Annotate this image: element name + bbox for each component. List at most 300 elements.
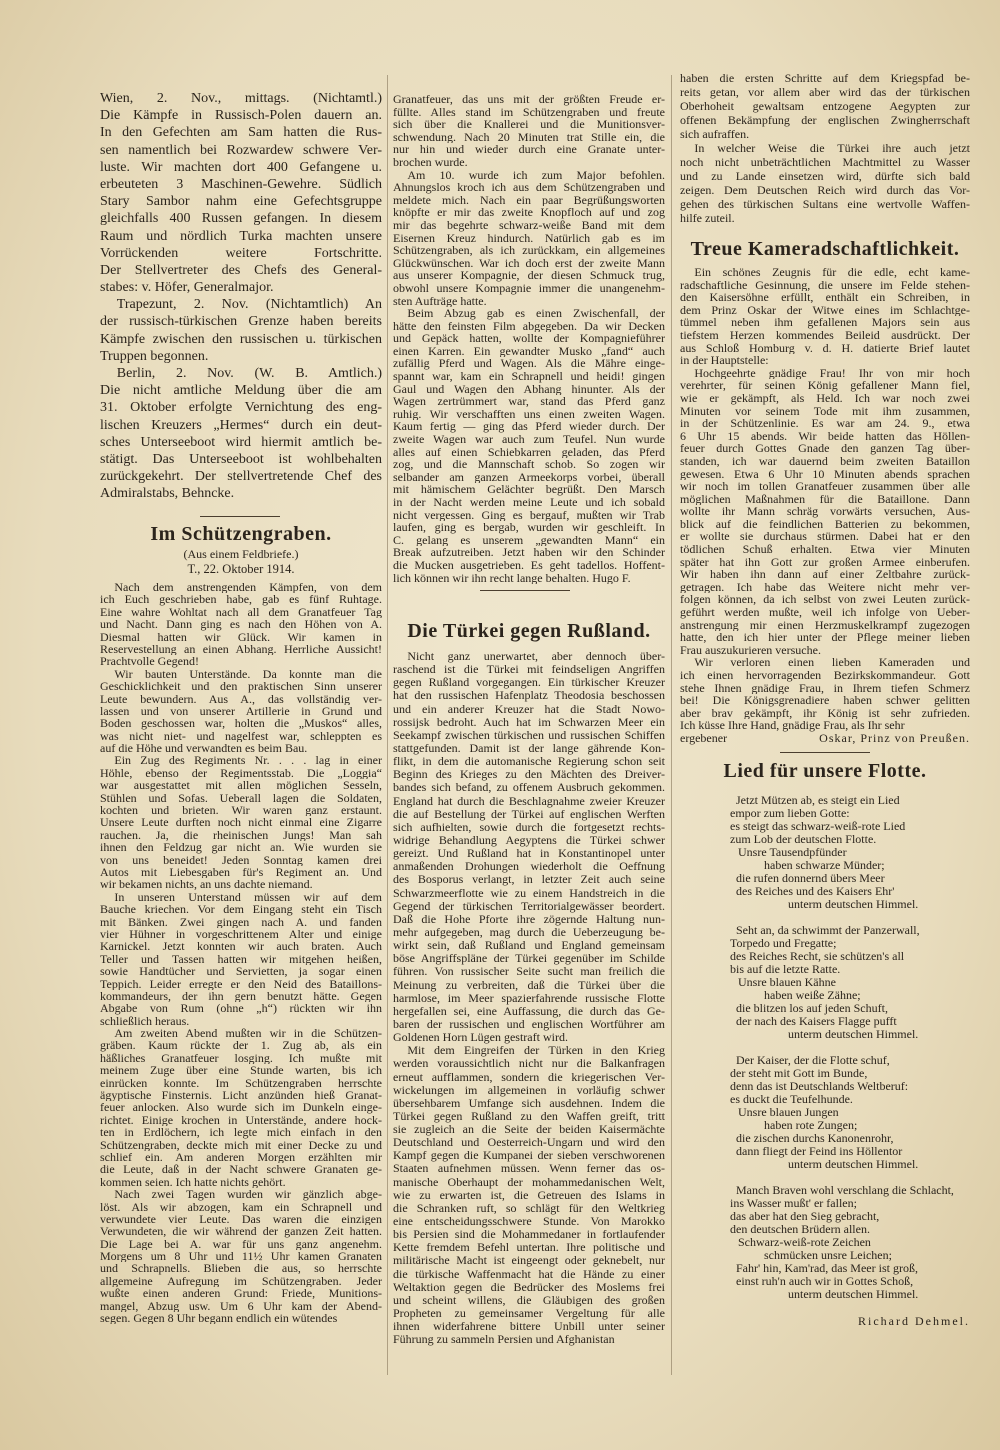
text-line: Staaten aufnehmen müssen. Wenn ferner das os- — [393, 1162, 665, 1176]
text-line: Unsere Leute durften noch nicht einmal eine Zigarre — [100, 816, 382, 829]
text-line: In welcher Weise die Türkei ihre auch jetzt — [694, 141, 970, 155]
text-line: sten Aufträge hatte. — [393, 294, 487, 308]
text-line: ten in Erdlöchern, ich legte mich einfach in den — [100, 1126, 382, 1139]
text-line: die Schranken ruft, so schlägt für den Weltkrieg — [393, 1201, 665, 1215]
text-line: Die Lage bei A. war für uns ganz angenehm. — [100, 1237, 382, 1251]
text-line: harmlose, im Meer spazierfahrende russische Flotte — [393, 991, 665, 1005]
text-line: wollte ihr Mann schräg vorwärts versuchen, Aus- — [680, 505, 970, 518]
text-line: ihnen den Feldzug gar nicht an. Wie wurden sie — [100, 841, 382, 854]
text-line: Hochgeehrte gnädige Frau! Ihr von mir hoch — [694, 366, 970, 380]
poem-line: der steht mit Gott im Bunde, — [730, 1066, 868, 1080]
poem-line: dann fliegt der Feind ins Höllentor — [736, 1144, 903, 1158]
poem-line: es duckt die Teufelhunde. — [730, 1092, 853, 1106]
text-line: Wir haben ihn dann auf einer Zeltbahre zurück- — [680, 568, 970, 581]
text-line: folgen können, da ich selbst von zwei Leuten zurück- — [680, 593, 970, 607]
text-line: Stary Sambor nahm eine Gefechtsgruppe — [100, 194, 382, 210]
poem-stanza — [730, 794, 970, 911]
text-line: feuer durch Gottes Gnade den ganzen Tag über- — [680, 442, 970, 455]
text-line: Mit dem Eingreifen der Türken in den Krieg — [407, 1044, 665, 1058]
article-title: Treue Kameradschaftlichkeit. — [690, 238, 960, 260]
poem-line: das aber hat den Sieg gebracht, — [730, 1209, 880, 1223]
text-line: wirkt sein, daß Rußland und England gemeinsam — [393, 939, 665, 953]
text-line: aus Schloß Homburg v. d. H. datierte Brief lautet — [680, 341, 970, 355]
text-line: Goldenen Horn Lügen gestraft wird. — [393, 1031, 568, 1045]
text-line: wie zu erwarten ist, die Getreuen des Islams in — [393, 1188, 665, 1202]
paragraph — [680, 141, 970, 225]
text-line: Gaul und Wagen den Abhang hinunter. Als der — [393, 382, 665, 396]
text-line: Reservestellung an einen Abhang. Herrliche Aussicht! — [100, 642, 382, 656]
text-line: Kaum fertig — ging das Pferd wieder durch. Der — [393, 420, 665, 434]
text-line: raschend ist die Türkei mit feindseligen Angriffen — [393, 663, 665, 677]
paragraph — [100, 891, 382, 1027]
text-line: 31. Oktober erfolgte Vernichtung des eng- — [100, 400, 382, 416]
text-line: bandes sich befand, zu offenem Ausbruch gekommen. — [393, 781, 665, 795]
text-line: Trapezunt, 2. Nov. (Nichtamtlich) An — [116, 297, 382, 313]
poem-line: Manch Braven wohl verschlang die Schlacht, — [736, 1183, 954, 1197]
text-line: Wir verloren einen lieben Kameraden und — [694, 656, 970, 669]
text-line: und Nacht. Dann ging es nach den Höhen von A. — [100, 618, 382, 631]
text-line: Teller und Tassen hatten wir mitgehen heißen, — [100, 952, 382, 966]
text-line: Die Kämpfe in Russisch-Polen dauern an. — [100, 108, 382, 124]
poem-line: Schwarz-weiß-rote Zeichen — [738, 1235, 871, 1249]
text-line: allgemeine Aufregung im Schützengraben. Jeder — [100, 1274, 382, 1288]
poem-line: Unsre blauen Jungen — [738, 1105, 839, 1119]
text-line: sches Unterseeboot wird hiermit amtlich be- — [100, 434, 382, 450]
text-line: Meinung zu verbreiten, daß die Türkei über die — [393, 978, 665, 992]
text-line: brochen wurde. — [393, 155, 468, 169]
paragraph — [100, 754, 382, 890]
text-line: wie er gekämpft, als Held. Ich war noch zwei — [680, 391, 970, 405]
text-line: Admiralstabs, Behncke. — [100, 486, 235, 502]
poem-line: haben schwarze Münder; — [764, 858, 885, 872]
letter-closing: ergebener — [680, 730, 728, 745]
text-line: Bauche kriechen. Vor dem Eingang steht ein Tisch — [100, 903, 382, 916]
text-line: Beginn des Krieges zu den Mächten des Dreiver- — [393, 768, 665, 782]
poem-title: Lied für unsere Flotte. — [723, 760, 927, 782]
poem-line: Unsre blauen Kähne — [738, 975, 836, 989]
text-line: den Kaisersöhne erfüllt, enthält ein Schreiben, in — [680, 291, 970, 304]
text-line: ich Euch geschrieben habe, gab es fünf Ruhtage. — [100, 593, 382, 606]
text-line: Am zweiten Abend mußten wir in die Schützen- — [114, 1027, 382, 1040]
text-line: auf die Höhe und verwandten es beim Bau. — [100, 742, 308, 755]
text-line: Wagen zertrümmert war, stand das Pferd ganz — [393, 395, 665, 408]
text-line: Break aufzutreiben. Jetzt haben wir den Schinder — [393, 546, 665, 559]
text-line: lischen Kreuzers „Hermes“ durch ein deut- — [100, 417, 382, 433]
text-line: Seekampf zwischen türkischen und russischen Schiffen — [393, 728, 665, 742]
text-line: Weltaktion gegen die Bedrücker des Moslems frei — [393, 1280, 665, 1294]
text-line: Der Stellvertreter des Chefs des General- — [100, 262, 382, 278]
text-line: spannt war, kam ein Schrapnell und heidi! gingen — [393, 370, 665, 383]
text-line: eine entscheidungsschwere Stunde. Von Marokko — [393, 1215, 665, 1229]
text-line: sen namentlich bei Rozwardew schwere Ver- — [100, 142, 382, 158]
poem-line: der nach des Kaisers Flagge pufft — [736, 1014, 897, 1028]
text-line: verehrter, für seinen König gefallener Mann fiel, — [680, 379, 970, 392]
text-line: füllte. Alles stand im Schützengraben und freute — [393, 105, 665, 119]
article-dateline: T., 22. Oktober 1914. — [187, 562, 295, 576]
paragraph — [100, 668, 382, 755]
poem-stanza — [730, 1184, 970, 1301]
text-line: gewesen. Etwa 6 Uhr 10 Minuten abends sprachen — [680, 467, 970, 481]
text-line: Morgens um 8 Uhr und 11½ Uhr kamen Granaten — [100, 1250, 382, 1263]
text-line: Prachtvolle Gegend! — [100, 655, 199, 668]
text-line: erneut aufflammen, sondern die kriegerischen Ver- — [393, 1070, 665, 1084]
text-line: ihnen widerfahrene bittere Unbill unter seiner — [393, 1320, 665, 1334]
poem-line: Torpedo und Fregatte; — [730, 936, 837, 950]
paragraph — [680, 266, 970, 367]
column-divider — [387, 75, 388, 1375]
text-line: von uns beneidet! Jeden Sonntag kamen drei — [100, 853, 382, 866]
text-line: Daß die Hohe Pforte ihre zögernde Haltung nun- — [393, 912, 665, 926]
poem-line: die blitzen los auf jeden Schuft, — [736, 1001, 888, 1015]
text-line: Geschicklichkeit und den praktischen Sinn unserer — [100, 680, 382, 693]
text-line: mehr aufgegeben, mag durch die Ueberzeugung be- — [393, 925, 665, 939]
text-line: segen. Gegen 8 Uhr begann endlich ein wütendes — [100, 1312, 338, 1325]
text-line: C. gelang es unserem „gewandten Mann“ ein — [393, 533, 665, 547]
text-line: die Leute, daß in der Nacht schwere Granaten ge- — [100, 1163, 382, 1176]
text-line: Deutschland und Oesterreich-Ungarn und wird den — [393, 1136, 665, 1150]
article-tuerkei — [393, 618, 665, 1346]
text-line: aus unserer Kompagnie, der diesen Schmuck trug, — [393, 269, 665, 282]
text-line: nicht vergessen. Ging es bergauf, mußten wir Trab — [393, 508, 665, 522]
poem-line: des Reiches und des Kaisers Ehr' — [736, 884, 895, 898]
text-line: Nicht ganz unerwartet, aber dennoch über- — [407, 650, 665, 663]
text-line: hatte, den ich hier unter der Pflege meiner lieben — [680, 631, 970, 644]
text-line: kommandeurs, der ihn gern benutzt hätte. Gegen — [100, 989, 382, 1003]
letter-signature — [680, 732, 970, 745]
poem-line: einst ruh'n auch wir in Gottes Schoß, — [736, 1274, 914, 1288]
text-line: rossijsk bedroht. Auch hat im Schwarzen Meer ein — [393, 715, 665, 729]
text-line: Glückwünschen. War ich doch erst der zweite Mann — [393, 256, 665, 270]
news-bulletins — [100, 90, 382, 503]
text-line: meinem Zuge über eine Stunde warten, bis ich — [100, 1064, 382, 1077]
paragraph — [393, 1044, 665, 1346]
column-divider — [671, 75, 672, 1375]
text-line: Teppich. Leider erregte er den Neid des Bataillons- — [100, 977, 382, 990]
text-line: einen Karren. Ein gewandter Musko „fand“ auch — [393, 344, 665, 358]
text-line: Propheten zu gemeinsamer Vergeltung für alle — [393, 1307, 665, 1321]
poem-line: Unsre Tausendpfünder — [738, 845, 847, 859]
poem-line: Seht an, da schwimmt der Panzerwall, — [736, 923, 920, 937]
text-line: Truppen begonnen. — [100, 348, 209, 364]
text-line: Verwundeten, die wir während der ganzen Zeit hatten. — [100, 1225, 382, 1238]
text-line: Schwarzmeerflotte wie zu einem Handstreich in die — [393, 886, 665, 900]
text-line: haben die ersten Schritte auf dem Kriegspfad be- — [680, 71, 970, 85]
text-line: gleichfalls 400 Russen gefangen. In diesem — [100, 211, 382, 227]
paragraph — [100, 90, 382, 296]
paragraph — [100, 296, 382, 365]
text-line: und scheint willens, die Gläubigen des großen — [393, 1293, 665, 1307]
text-line: die Mucken ausgetrieben. Es geht tadellos. Hoffent- — [393, 558, 665, 572]
text-line: richtet. Einige krochen in Unterstände, andere hock- — [100, 1113, 382, 1127]
text-line: obwohl unsere Kompagnie immer die unangenehm- — [393, 281, 665, 295]
text-line: nur hin und wieder durch eine Granate unter- — [393, 143, 665, 156]
poem-line: unterm deutschen Himmel. — [788, 1157, 919, 1171]
text-line: Diesmal hatten wir Glück. Wir kamen in — [100, 630, 382, 643]
text-line: wir noch im tollen Granatfeuer zusammen über alle — [680, 480, 970, 493]
text-line: dem Prinz Oskar der Witwe eines im Schlachtge- — [680, 303, 970, 317]
text-line: getragen. Ich habe das Weitere nicht mehr ver- — [680, 580, 970, 594]
text-line: ruhig. Wir verschafften uns einen zweiten Wagen. — [393, 407, 665, 421]
text-line: mit hämischem Gelächter begrüßt. Den Marsch — [393, 483, 665, 496]
text-line: Nach dem anstrengenden Kämpfen, von dem — [114, 581, 382, 594]
text-line: schlief ein. Am anderen Morgen erzählten mir — [100, 1150, 382, 1164]
text-line: flikt, in dem die automanische Regierung schon seit — [393, 755, 665, 769]
text-line: Boden geschossen war, holten die „Muskos“ alles, — [100, 717, 382, 730]
article-title: Die Türkei gegen Rußland. — [407, 620, 651, 642]
text-line: manische Oberhaupt der mohammedanischen Welt, — [393, 1175, 665, 1189]
text-line: sowie Handtücher und Servietten, ja sogar einen — [100, 965, 382, 978]
text-line: werden voraussichtlich nicht nur die Balkanfragen — [393, 1057, 665, 1071]
text-line: alles auf einen Schiebkarren geladen, das Pferd — [393, 445, 665, 459]
text-line: später hat ihn Gott zur großen Armee einberufen. — [680, 555, 970, 569]
text-line: Kette fremdem Befehl untertan. Ihre politische und — [393, 1241, 665, 1255]
text-line: Am 10. wurde ich zum Major befohlen. — [407, 168, 665, 182]
text-line: England hat durch die Beschlagnahme zweier Kreuzer — [393, 794, 665, 808]
text-line: Kämpfe zwischen den russischen u. türkischen — [100, 331, 382, 347]
text-line: böse Angriffspläne der Türkei gegenüber im Schilde — [393, 952, 665, 966]
text-line: bei! Die Königsgrenadiere haben schwer gelitten — [680, 694, 970, 707]
text-line: zurückgekehrt. Der stellvertretende Chef des — [100, 469, 382, 485]
poem-line: haben weiße Zähne; — [764, 988, 861, 1002]
paragraph — [680, 656, 970, 732]
paragraph — [680, 367, 970, 657]
text-line: selbander am ganzen Armeekorps vorbei, überall — [393, 470, 665, 484]
text-line: Gegend der türkischen Territorialgewässer beordert. — [393, 899, 665, 913]
letter-signature-name: Oskar, Prinz von Preußen. — [819, 730, 970, 745]
text-line: Eine wahre Wohltat nach all dem Granatfeuer Tag — [100, 605, 382, 619]
text-line: mit Bänken. Zwei gingen nach A. und fanden — [100, 915, 382, 928]
text-line: In den Gefechten am Sam hatten die Rus- — [100, 125, 382, 141]
section-divider — [780, 752, 870, 753]
text-line: luste. Wir machten dort 400 Gefangene u. — [100, 159, 382, 175]
text-line: laufen, ging es bergab, wurden wir geschleift. In — [393, 521, 665, 534]
text-line: die auf Bestellung der Türkei auf englischen Werften — [393, 807, 665, 821]
text-line: war ausgestattet mit allen möglichen Sesseln, — [100, 779, 382, 792]
text-line: gräben. Kaum rückte der 1. Zug ab, als ein — [100, 1039, 382, 1052]
text-line: in der Nacht werden meine Leute und ich sobald — [393, 496, 665, 509]
article-tuerkei-continued — [680, 71, 970, 225]
text-line: aber brav gekämpft, ihr König ist sehr zufrieden. — [680, 706, 970, 720]
text-line: meldete mich. Nach ein paar Begrüßungsworten — [393, 193, 665, 207]
text-line: widrige Behandlung Aegyptens die Türkei schwer — [393, 833, 665, 847]
poem-line: zum Lob der deutschen Flotte. — [730, 832, 877, 846]
text-line: schließlich heraus. — [100, 1014, 190, 1028]
text-line: hergefallen sei, eine Auffassung, die durch das Ge- — [393, 1004, 665, 1018]
text-line: Ahnungslos kroch ich aus dem Schützengraben und — [393, 181, 665, 194]
text-line: anmaßenden Drohungen wiederholt die Oeffnung — [393, 860, 665, 874]
text-line: Karnickel. Jetzt konnten wir auch braten. Auch — [100, 940, 382, 953]
text-line: Beim Abzug gab es einen Zwischenfall, der — [407, 307, 665, 320]
text-line: Wir bauten Unterstände. Da konnte man die — [114, 667, 382, 681]
paragraph — [680, 71, 970, 141]
text-line: hilfe zuteil. — [680, 211, 735, 225]
text-line: lich können wir ihn recht lange behalten. Hugo F. — [393, 571, 631, 585]
text-line: sich aufhielten, sowie durch die fortgesetzt rechts- — [393, 820, 665, 834]
poem-line: des Reiches Recht, sie schützen's all — [730, 949, 905, 963]
text-line: sich aufraffen. — [680, 127, 750, 141]
text-line: erbeuteten 3 Maschinen-Gewehre. Südlich — [100, 176, 382, 192]
text-line: Granatfeuer, das uns mit der größten Freude er- — [393, 93, 665, 106]
text-line: tümmel neben ihm gefallenen Majors sein aus — [680, 316, 970, 329]
text-line: Türkei gegen Rußland zu den Waffen greift, tritt — [393, 1109, 665, 1123]
section-divider — [480, 590, 570, 591]
text-line: Minuten vor seinem Tode mit ihm zusammen, — [680, 404, 970, 418]
text-line: zufällig Pferd und Wagen. Als die Mähre einge- — [393, 357, 665, 371]
text-line: möglichen Maßnahmen für die Bataillone. Dann — [680, 492, 970, 506]
paragraph — [100, 365, 382, 503]
text-line: Vorrückenden weitere Fortschritte. — [100, 245, 382, 261]
text-line: zeigen. Dem Deutschen Reich wird durch das Vor- — [680, 183, 970, 197]
article-subtitle: (Aus einem Feldbriefe.) — [183, 547, 299, 561]
text-line: rauchen. Ja, die rheinischen Jungs! Man sah — [100, 828, 382, 842]
text-line: radschaftliche Gesinnung, die unsere im Felde stehen- — [680, 278, 970, 292]
text-line: sich über die Knallerei und die Munitionsver- — [393, 118, 665, 131]
text-line: stattgefunden. Damit ist der lange gährende Kon- — [393, 741, 665, 755]
poem-line: empor zum lieben Gotte: — [730, 806, 850, 820]
text-line: bis Persien sind die Mohammedaner in fortlaufender — [393, 1228, 665, 1242]
text-line: vier Hühner in vorgeschrittenem Alter und einige — [100, 927, 382, 941]
text-line: mir das begehrte schwarz-weiße Band mit dem — [393, 218, 665, 232]
poem-lied-fuer-unsere-flotte — [723, 758, 970, 1329]
text-line: stabes: v. Höfer, Generalmajor. — [100, 280, 274, 296]
section-divider — [200, 516, 280, 517]
text-line: zweite Wagen war auch zum Teufel. Nun wurde — [393, 433, 665, 446]
text-line: reits getan, vor allem aber wird das der türkischen — [680, 85, 970, 99]
text-line: Die nicht amtliche Meldung über die am — [100, 383, 382, 399]
text-line: 6 Uhr 15 abends. Wir beide hatten das Höllen- — [680, 429, 970, 443]
text-line: hat den russischen Hafenplatz Theodosia beschossen — [393, 689, 665, 703]
text-line: kommen seien. Ich hatte nichts gehört. — [100, 1175, 286, 1189]
text-line: militärische Macht ist eingeengt oder geknebelt, nur — [393, 1254, 665, 1268]
text-line: anstrengung mir einen Herzmuskelkrampf zugezogen — [680, 618, 970, 632]
text-line: und zu Lande einsetzen wird, dürfte sich bald — [680, 169, 970, 183]
text-line: Schützengraben, deckte mich mit einer Decke zu und — [100, 1138, 382, 1151]
text-line: und ein anderer Kreuzer hat die Stadt Nowo- — [393, 702, 665, 716]
text-line: verwundete vier Leute. Das waren die einzigen — [100, 1212, 382, 1226]
text-line: Autos mit Liebesgaben für's Regiment an. Und — [100, 865, 382, 879]
poem-line: die rufen donnernd übers Meer — [736, 871, 885, 885]
text-line: geführt werden mußte, weil ich infolge von Ueber- — [680, 606, 970, 619]
text-line: Berlin, 2. Nov. (W. B. Amtlich.) — [116, 366, 382, 381]
article-kameradschaft — [680, 236, 970, 745]
text-line: in der Hauptstelle: — [680, 354, 769, 367]
text-line: noch nicht unbeträchtlichen Machtmittel zu Wasser — [680, 155, 970, 169]
text-line: Oberhoheit gewaltsam entzogene Aegypten zur — [680, 99, 970, 113]
text-line: ägyptische Finsternis. Licht anzünden hieß Granat- — [100, 1089, 382, 1102]
text-line: gegen Rußland vorgegangen. Ein türkischer Kreuzer — [393, 676, 665, 690]
poem-line: bis auf die letzte Ratte. — [730, 962, 841, 976]
text-line: ich einen hervorragenden Bezirkskommandeur. Gott — [680, 669, 970, 682]
text-line: In unseren Unterstand müssen wir auf dem — [114, 890, 382, 904]
poem-author: Richard Dehmel. — [858, 1314, 970, 1328]
text-line: einrücken konnte. Im Schützengraben herrschte — [100, 1076, 382, 1090]
text-line: knöpfte er mir das zweite Knopfloch auf und zog — [393, 206, 665, 219]
text-line: blick auf die feindlichen Batterien zu bekommen, — [680, 517, 970, 531]
paragraph — [393, 307, 665, 584]
text-line: tödlichen Schuß erhalten. Etwa vier Minuten — [680, 543, 970, 556]
text-line: der russisch-türkischen Grenze haben bereits — [100, 314, 382, 330]
text-line: übersehbarem Umfange sich ausdehnen. Indem die — [393, 1096, 665, 1110]
text-line: Höhle, ebenso der Regimentsstab. Die „Loggia“ — [100, 766, 382, 780]
poem-line: unterm deutschen Himmel. — [788, 1027, 919, 1041]
paragraph — [393, 169, 665, 308]
text-line: wickelungen im allgemeinen in vorläufig schwer — [393, 1083, 665, 1097]
text-line: des Bosporus verlangt, in letzter Zeit auch seine — [393, 873, 665, 887]
article-schuetzengraben-continued — [393, 93, 665, 584]
text-line: hätte den feinsten Film abgegeben. Da wir Decken — [393, 319, 665, 333]
poem-line: unterm deutschen Himmel. — [788, 897, 919, 911]
text-line: tiefstem Herzen kommendes Beileid ausdrückt. Der — [680, 328, 970, 342]
poem-line: den deutschen Brüdern allen. — [730, 1222, 870, 1236]
poem-line: die zischen durchs Kanonenrohr, — [736, 1131, 894, 1145]
poem-line: denn das ist Deutschlands Weltberuf: — [730, 1079, 909, 1093]
text-line: er wollte sie durchaus stürmen. Dabei hat er den — [680, 530, 970, 544]
text-line: Leute bewundern. Aus A., das vollständig ver- — [100, 692, 382, 705]
text-line: lassen und von unserer Artillerie in Grund und — [100, 704, 382, 718]
poem-line: unterm deutschen Himmel. — [788, 1287, 919, 1301]
text-line: löst. Als wir abzogen, kam ein Schrapnell und — [100, 1200, 382, 1213]
text-line: Raum und nördlich Turka machten unsere — [100, 228, 382, 244]
poem-line: Der Kaiser, der die Flotte schuf, — [736, 1053, 890, 1067]
text-line: und Gepäck hatten, wollte der Kompagnieführer — [393, 332, 665, 345]
poem-line: Fahr' hin, Kam'rad, das Meer ist groß, — [736, 1261, 918, 1275]
text-line: wir bekamen nichts, an uns dachte niemand. — [100, 878, 313, 891]
text-line: schwendung. Nach 20 Minuten trat Stille ein, die — [393, 130, 665, 144]
text-line: Ein schönes Zeugnis für die edle, echt kame- — [694, 266, 970, 279]
text-line: Führung zu sammeln Persien und Afghanistan — [393, 1333, 615, 1347]
text-line: Abgabe von Rum (ohne „h“) rückten wir ihn — [100, 1002, 382, 1015]
poem-line: es steigt das schwarz-weiß-rote Lied — [730, 819, 906, 833]
paragraph — [100, 1027, 382, 1188]
text-line: feuer anlocken. Also wurde sich im Dunkeln einge- — [100, 1101, 382, 1114]
text-line: Schützengraben, als ich zurückkam, ein allgemeines — [393, 244, 665, 257]
poem-line: haben rote Zungen; — [764, 1118, 858, 1132]
text-line: baren der russischen und englischen Wortführer am — [393, 1017, 665, 1031]
text-line: führen. Von russischer Seite sucht man freilich die — [393, 965, 665, 979]
text-line: zog, und die Mannschaft schob. So zogen wir — [393, 458, 665, 471]
text-line: Wien, 2. Nov., mittags. (Nichtamtl.) — [100, 91, 382, 106]
text-line: stätigt. Das Unterseeboot ist wohlbehalten — [100, 451, 382, 467]
text-line: sie zugleich an die Seite der beiden Kaisermächte — [393, 1123, 665, 1137]
poem-stanza — [730, 1054, 970, 1171]
text-line: und Schrapnells. Blieben die aus, so herrschte — [100, 1262, 382, 1275]
text-line: die türkische Waffenmacht hat die Hände zu einer — [393, 1267, 665, 1281]
text-line: Ein Zug des Regiments Nr. . . . lag in einer — [114, 754, 382, 767]
text-line: was nicht niet- und nagelfest war, schleppten es — [100, 729, 382, 743]
text-line: Ich küsse Ihre Hand, gnädige Frau, als Ihr sehr — [680, 719, 905, 732]
poem-line: ins Wasser mußt' er fallen; — [730, 1196, 857, 1210]
poem-stanza — [730, 924, 970, 1041]
text-line: gehen des türkischen Sultans eine wertvolle Waffen- — [680, 197, 970, 211]
text-line: kochten und brieten. Wir waren ganz erstaunt. — [100, 804, 382, 817]
article-title: Im Schützengraben. — [150, 523, 332, 545]
paragraph — [393, 650, 665, 1044]
text-line: in der Schützenlinie. Es war am 24. 9., etwa — [680, 417, 970, 430]
poem-line: Jetzt Mützen ab, es steigt ein Lied — [736, 793, 900, 807]
text-line: gereizt. Und Rußland hat in Konstantinopel unter — [393, 847, 665, 861]
text-line: häßliches Granatfeuer losging. Ich mußte mit — [100, 1051, 382, 1065]
text-line: mangel, Abzug usw. Um 6 Uhr kam der Abend- — [100, 1299, 382, 1313]
text-line: standen, ich war dauernd beim zweiten Bataillon — [680, 454, 970, 468]
text-line: Eisernen Kreuz hindurch. Natürlich gab es im — [393, 231, 665, 245]
article-schuetzengraben — [100, 521, 382, 1324]
stanza-gap — [730, 1301, 970, 1314]
text-line: Frau auszukurieren versuche. — [680, 643, 821, 657]
text-line: Stühlen und Sofas. Ueberall lagen die Soldaten, — [100, 791, 382, 805]
paragraph — [393, 93, 665, 169]
paragraph — [100, 1188, 382, 1324]
text-line: Nach zwei Tagen wurden wir gänzlich abge- — [114, 1188, 382, 1201]
